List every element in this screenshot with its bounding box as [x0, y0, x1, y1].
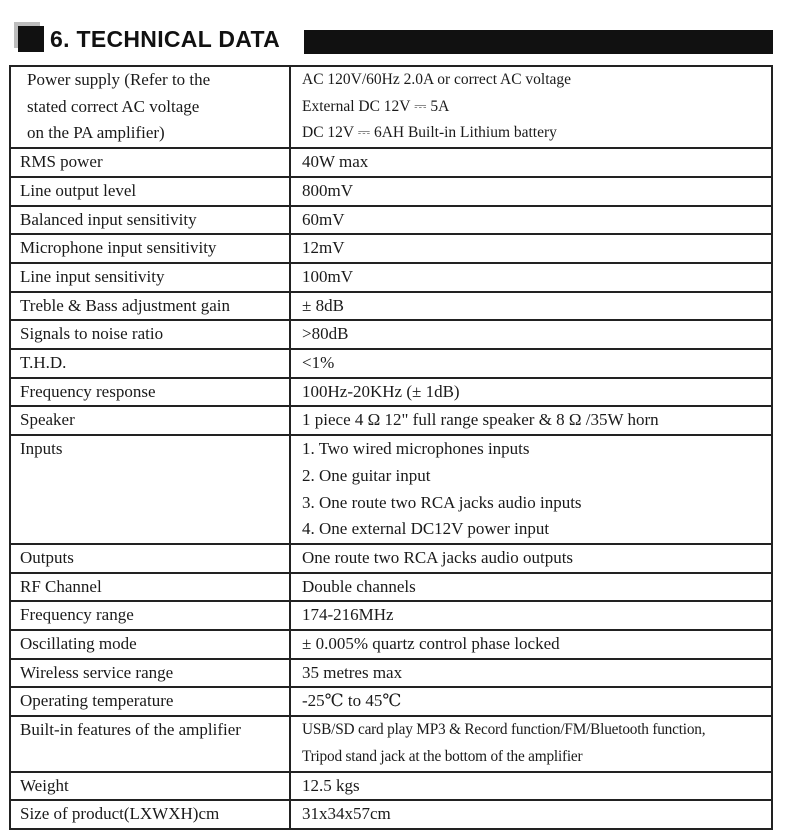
spec-value: 35 metres max — [290, 659, 772, 688]
power-supply-label-line: stated correct AC voltage — [27, 96, 200, 116]
power-supply-label — [10, 66, 290, 148]
spec-label: Wireless service range — [10, 659, 290, 688]
table-row-features — [10, 716, 772, 771]
spec-label: T.H.D. — [10, 349, 290, 378]
power-supply-label-line: on the PA amplifier) — [27, 123, 165, 143]
heading-square-marker — [18, 26, 44, 52]
spec-value: 100mV — [290, 263, 772, 292]
table-row — [10, 573, 772, 602]
spec-value: 31x34x57cm — [290, 800, 772, 829]
spec-value: 800mV — [290, 177, 772, 206]
table-row — [10, 292, 772, 321]
table-row — [10, 177, 772, 206]
spec-label: Operating temperature — [10, 687, 290, 716]
spec-label: Size of product(LXWXH)cm — [10, 800, 290, 829]
table-row — [10, 800, 772, 829]
spec-value: 100Hz-20KHz (± 1dB) — [290, 378, 772, 407]
spec-value: 1 piece 4 Ω 12" full range speaker & 8 Ω /35W horn — [290, 406, 772, 435]
inputs-value-line: 4. One external DC12V power input — [302, 519, 550, 539]
table-row — [10, 320, 772, 349]
spec-value: 12.5 kgs — [290, 772, 772, 801]
spec-value: ± 8dB — [290, 292, 772, 321]
table-row — [10, 349, 772, 378]
table-row — [10, 772, 772, 801]
spec-value: ± 0.005% quartz control phase locked — [290, 630, 772, 659]
spec-label: Balanced input sensitivity — [10, 206, 290, 235]
spec-label: Frequency response — [10, 378, 290, 407]
spec-label: Oscillating mode — [10, 630, 290, 659]
spec-value: >80dB — [290, 320, 772, 349]
spec-value: 40W max — [290, 148, 772, 177]
section-title: 6. TECHNICAL DATA — [50, 26, 280, 52]
spec-value: 174-216MHz — [290, 601, 772, 630]
spec-value: 60mV — [290, 206, 772, 235]
spec-label: RMS power — [10, 148, 290, 177]
table-row — [10, 148, 772, 177]
table-row — [10, 406, 772, 435]
table-row — [10, 630, 772, 659]
table-row-power-supply — [10, 66, 772, 148]
spec-label: Speaker — [10, 406, 290, 435]
spec-label: Weight — [10, 772, 290, 801]
features-value-line: USB/SD card play MP3 & Record function/FM/Bluetooth function, — [302, 721, 706, 739]
spec-value: -25℃ to 45℃ — [290, 687, 772, 716]
spec-label: Microphone input sensitivity — [10, 234, 290, 263]
inputs-value-line: 1. Two wired microphones inputs — [302, 439, 530, 459]
features-value-line: Tripod stand jack at the bottom of the amplifier — [302, 747, 583, 765]
power-supply-label-line: Power supply (Refer to the — [27, 70, 211, 89]
power-supply-value-line: External DC 12V ⎓ 5A — [302, 97, 450, 115]
heading-bar — [304, 30, 773, 54]
spec-value: Double channels — [290, 573, 772, 602]
table-row — [10, 601, 772, 630]
section-heading — [14, 22, 774, 56]
features-value — [290, 716, 772, 771]
table-row — [10, 263, 772, 292]
table-row — [10, 687, 772, 716]
table-row-inputs — [10, 435, 772, 544]
power-supply-value — [290, 66, 772, 148]
technical-data-table — [9, 65, 773, 830]
table-row — [10, 234, 772, 263]
inputs-value-line: 2. One guitar input — [302, 465, 431, 485]
spec-value: <1% — [290, 349, 772, 378]
inputs-value — [290, 435, 772, 544]
table-row — [10, 659, 772, 688]
table-row — [10, 378, 772, 407]
spec-value: 12mV — [290, 234, 772, 263]
spec-label: Frequency range — [10, 601, 290, 630]
table-row — [10, 206, 772, 235]
spec-value: One route two RCA jacks audio outputs — [290, 544, 772, 573]
power-supply-value-line: DC 12V ⎓ 6AH Built-in Lithium battery — [302, 124, 557, 142]
spec-label: RF Channel — [10, 573, 290, 602]
power-supply-value-line: AC 120V/60Hz 2.0A or correct AC voltage — [302, 71, 572, 88]
spec-label: Signals to noise ratio — [10, 320, 290, 349]
inputs-label: Inputs — [10, 435, 290, 544]
inputs-value-line: 3. One route two RCA jacks audio inputs — [302, 492, 582, 512]
spec-label: Line input sensitivity — [10, 263, 290, 292]
table-row — [10, 544, 772, 573]
spec-label: Outputs — [10, 544, 290, 573]
spec-label: Line output level — [10, 177, 290, 206]
spec-label: Treble & Bass adjustment gain — [10, 292, 290, 321]
features-label: Built-in features of the amplifier — [10, 716, 290, 771]
